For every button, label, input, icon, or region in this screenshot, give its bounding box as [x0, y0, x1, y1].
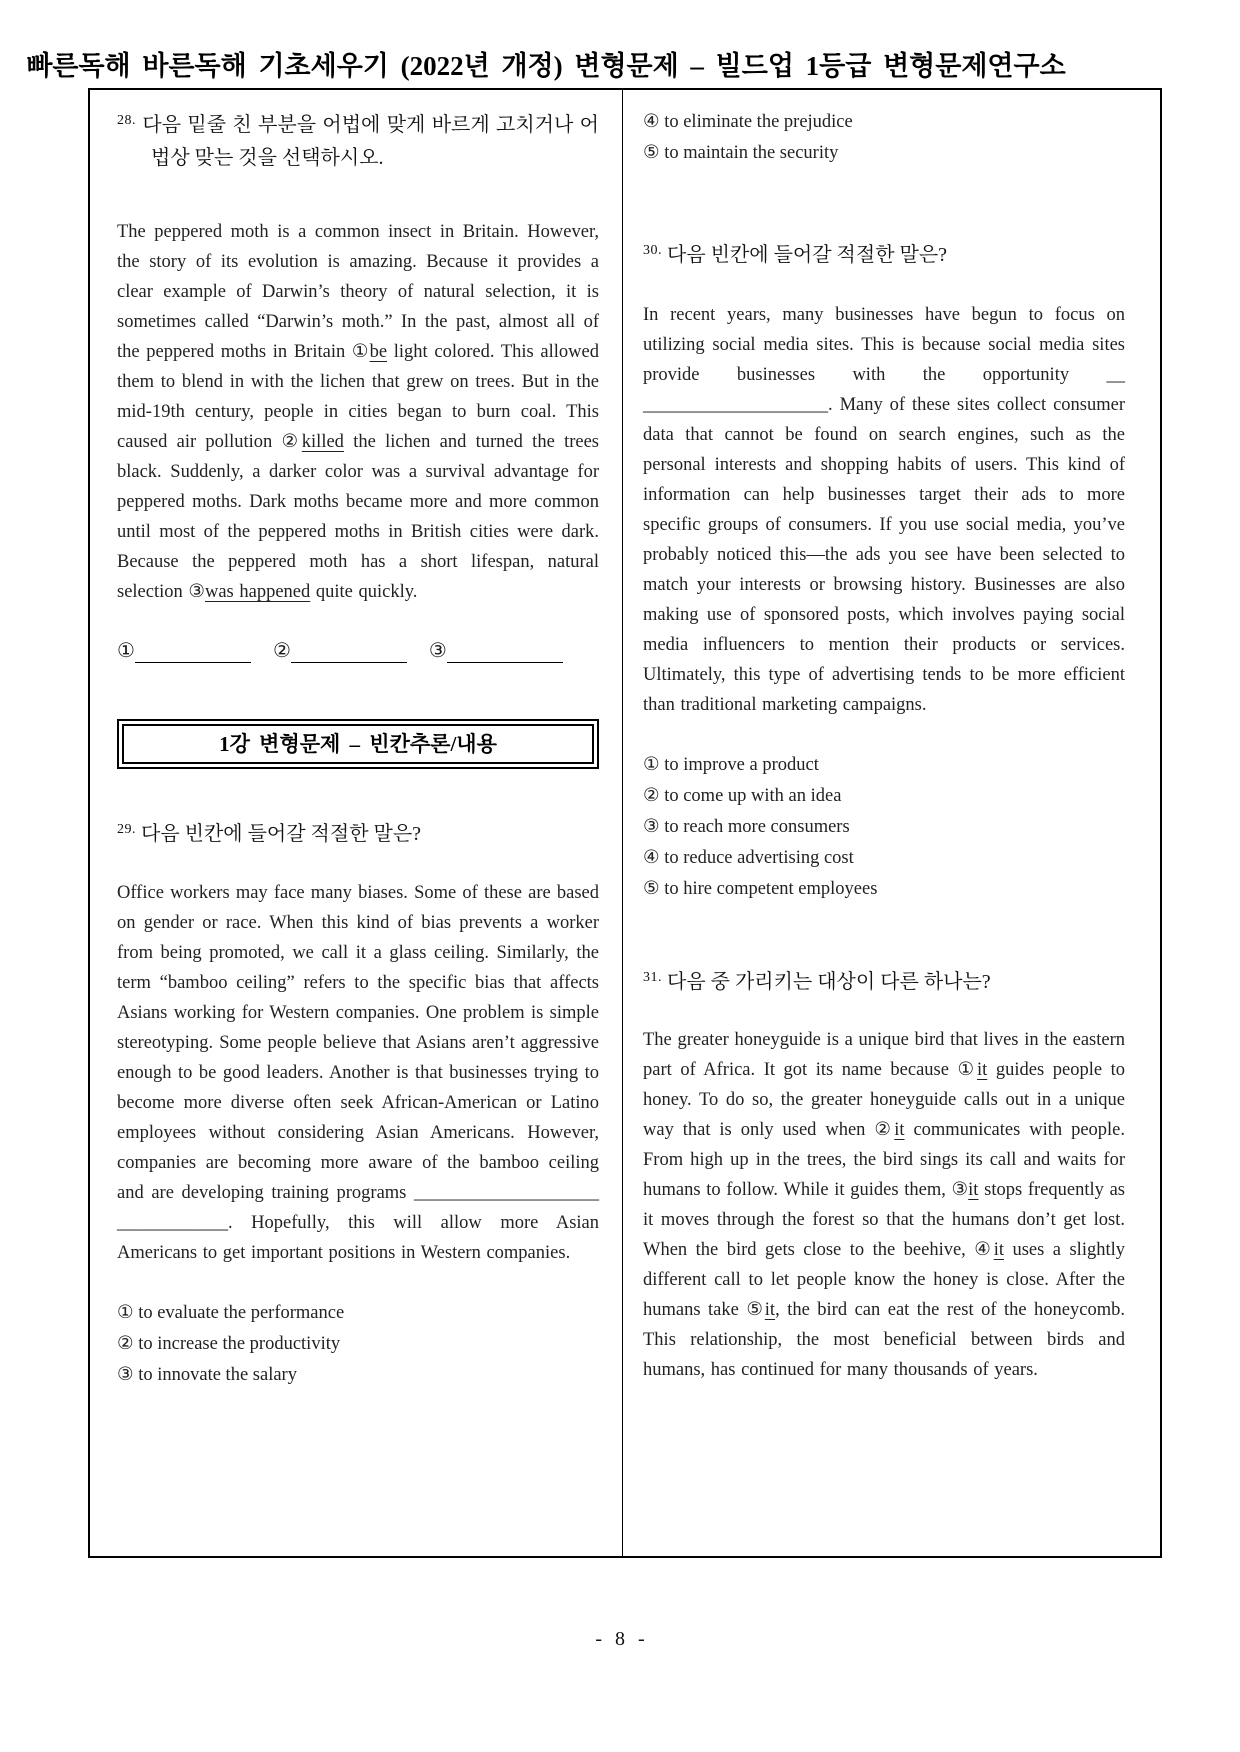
choice-option-1: ① to evaluate the performance	[117, 1303, 345, 1323]
section-banner	[117, 719, 599, 769]
choice-option-4: ④ to reduce advertising cost	[643, 848, 854, 868]
left-column	[117, 104, 599, 1391]
question-29-header	[117, 813, 599, 851]
question-31-passage: The greater honeyguide is a unique bird that lives in the eastern part of Africa. It got its name because ①it guides people to honey. To do so, the greater honeyguide calls out in a unique way that is only used when ②it communicates with people. From high up in the trees, the bird sings its call and waits for humans to follow. While it guides them, ③it stops frequently as it moves through the forest so that the humans don’t get lost. When the bird gets close to the beehive, ④it uses a slightly different call to let people know the honey is close. After the humans take ⑤it, the bird can eat the rest of the honeycomb. This relationship, the most beneficial between birds and humans, has continued for many thousands of years.	[643, 1030, 1126, 1380]
choice-option-3: ③ to innovate the salary	[117, 1365, 297, 1385]
question-29-prompt: 다음 빈칸에 들어갈 적절한 말은?	[141, 823, 422, 845]
content-frame	[88, 88, 1162, 1558]
answer-blank-1	[117, 639, 251, 663]
question-30-prompt: 다음 빈칸에 들어갈 적절한 말은?	[667, 244, 948, 266]
choice-option-1: ① to improve a product	[643, 755, 819, 775]
question-29-number: 29.	[117, 822, 136, 837]
question-28-passage: The peppered moth is a common insect in Britain. However, the story of its evolution is amazing. Because it provides a clear example of Darwin’s theory of natural selection, it is sometimes called “Darwin’s moth.” In the past, almost all of the peppered moths in Britain ①be light colored. This allowed them to blend in with the lichen that grew on trees. But in the mid-19th century, people in cities began to burn coal. This caused air pollution ②killed the lichen and turned the trees black. Suddenly, a darker color was a survival advantage for peppered moths. Dark moths became more and more common until most of the peppered moths in British cities were dark. Because the peppered moth has a short lifespan, natural selection ③was happened quite quickly.	[117, 222, 599, 602]
right-column	[643, 104, 1125, 1385]
question-30-choices	[643, 750, 1125, 905]
page-number: - 8 -	[595, 1628, 645, 1650]
question-29-choices-right	[643, 107, 1125, 169]
document-title: 빠른독해 바른독해 기초세우기 (2022년 개정) 변형문제 – 빌드업 1등급 변형문제연구소	[26, 51, 1066, 81]
choice-option-2: ② to come up with an idea	[643, 786, 842, 806]
column-divider	[622, 90, 623, 1556]
answer-blank-2	[273, 639, 407, 663]
question-28-header	[117, 104, 599, 175]
answer-blank-3	[429, 639, 563, 663]
choice-option-4: ④ to eliminate the prejudice	[643, 112, 853, 132]
question-31-header	[643, 961, 1125, 999]
answer-blank-1-marker: ①	[117, 640, 135, 662]
question-31-number: 31.	[643, 970, 662, 985]
answer-blank-2-line	[291, 640, 407, 663]
choice-option-3: ③ to reach more consumers	[643, 817, 850, 837]
question-28-number: 28.	[117, 113, 136, 128]
question-30-number: 30.	[643, 243, 662, 258]
question-30-passage: In recent years, many businesses have begun to focus on utilizing social media sites. This is because social media sites provide businesses with the opportunity __ ____________________. Many of these sites collect consumer data that cannot be found on search engines, such as the personal interests and shopping habits of users. This kind of information can help businesses target their ads to more specific groups of consumers. If you use social media, you’ve probably noticed this—the ads you see have been selected to match your interests or browsing history. Businesses are also making use of sponsored posts, which involves paying social media influencers to mention their products or services. Ultimately, this type of advertising tends to be more efficient than traditional marketing campaigns.	[643, 305, 1125, 715]
answer-blank-3-line	[447, 640, 563, 663]
question-28-prompt: 다음 밑줄 친 부분을 어법에 맞게 바르게 고치거나 어법상 맞는 것을 선택하시오.	[142, 114, 599, 169]
answer-blank-3-marker: ③	[428, 640, 447, 662]
question-28-answer-blanks	[117, 639, 599, 663]
question-29-passage: Office workers may face many biases. Some of these are based on gender or race. When this kind of bias prevents a worker from being promoted, we call it a glass ceiling. Similarly, the term “bamboo ceiling” refers to the specific bias that affects Asians working for Western companies. One problem is simple stereotyping. Some people believe that Asians aren’t aggressive enough to be good leaders. Another is that businesses trying to become more diverse often seek African-American or Latino employees without considering Asian Americans. However, companies are becoming more aware of the bamboo ceiling and are developing training programs ____________________ ____________. Hopefully, this will allow more Asian Americans to get important positions in Western companies.	[117, 883, 599, 1263]
choice-option-5: ⑤ to maintain the security	[643, 143, 839, 163]
section-banner-label: 1강 변형문제 – 빈칸추론/내용	[122, 724, 594, 764]
question-29-choices-left	[117, 1298, 599, 1391]
choice-option-5: ⑤ to hire competent employees	[643, 879, 878, 899]
answer-blank-2-marker: ②	[272, 640, 291, 662]
question-30-header	[643, 234, 1125, 272]
choice-option-2: ② to increase the productivity	[117, 1334, 341, 1354]
answer-blank-1-line	[135, 640, 251, 663]
question-31-prompt: 다음 중 가리키는 대상이 다른 하나는?	[667, 971, 991, 993]
